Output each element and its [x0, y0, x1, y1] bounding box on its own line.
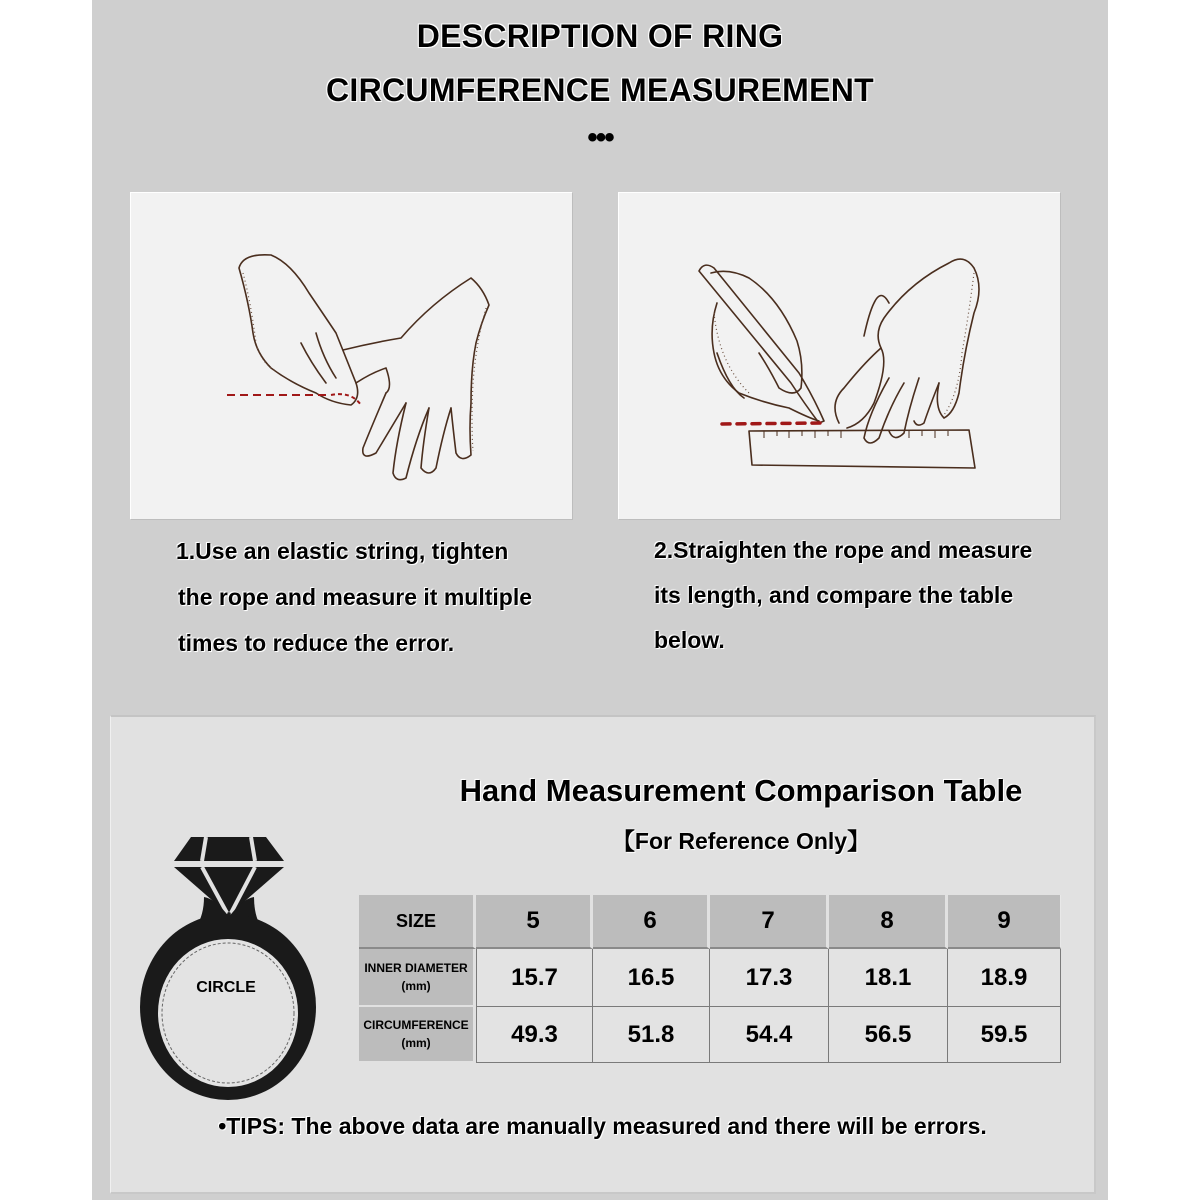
row-label-line2: (mm): [401, 1036, 431, 1050]
size-comparison-table: [359, 895, 1061, 1063]
step2-text: [654, 528, 1032, 663]
row-label-line2: (mm): [401, 979, 431, 993]
comparison-title: Hand Measurement Comparison Table: [459, 773, 1023, 808]
diamond-ring-icon: [136, 835, 316, 1115]
circumference-7: 54.4: [710, 1007, 829, 1063]
size-5: 5: [476, 895, 593, 949]
inner-diameter-9: 18.9: [948, 949, 1061, 1007]
circumference-8: 56.5: [829, 1007, 948, 1063]
size-6: 6: [593, 895, 710, 949]
inner-diameter-7: 17.3: [710, 949, 829, 1007]
inner-diameter-6: 16.5: [593, 949, 710, 1007]
step2-line1: 2.Straighten the rope and measure: [654, 537, 1033, 563]
circle-label: CIRCLE: [196, 979, 256, 996]
step1-line3: times to reduce the error.: [178, 630, 455, 656]
ellipsis-decoration: •••: [587, 121, 613, 154]
step1-line2: the rope and measure it multiple: [178, 584, 533, 610]
table-header-row: [359, 895, 1061, 949]
circumference-9: 59.5: [948, 1007, 1061, 1063]
step1-text: [176, 528, 532, 666]
comparison-subtitle: 【For Reference Only】: [611, 828, 871, 854]
size-8: 8: [829, 895, 948, 949]
table-row: [359, 949, 1061, 1007]
row-label-line1: CIRCUMFERENCE: [363, 1018, 469, 1032]
circumference-5: 49.3: [476, 1007, 593, 1063]
circumference-label: [359, 1007, 476, 1063]
comparison-section: [110, 715, 1096, 1194]
inner-diameter-8: 18.1: [829, 949, 948, 1007]
step1-illustration: [130, 192, 572, 519]
size-header-label: SIZE: [359, 895, 476, 949]
row-label-line1: INNER DIAMETER: [364, 961, 468, 975]
step2-illustration: [618, 192, 1060, 519]
hand-string-sketch-icon: [131, 193, 572, 519]
tips-note: •TIPS: The above data are manually measured and there will be errors.: [218, 1113, 987, 1139]
circumference-6: 51.8: [593, 1007, 710, 1063]
step2-line3: below.: [654, 627, 725, 653]
size-9: 9: [948, 895, 1061, 949]
table-row: [359, 1007, 1061, 1063]
step1-line1: 1.Use an elastic string, tighten: [176, 538, 509, 564]
page-title-line2: CIRCUMFERENCE MEASUREMENT: [326, 72, 874, 108]
hand-ruler-sketch-icon: [619, 193, 1060, 519]
inner-diameter-label: [359, 949, 476, 1007]
step2-line2: its length, and compare the table: [654, 582, 1014, 608]
page-title-line1: DESCRIPTION OF RING: [416, 18, 784, 54]
inner-diameter-5: 15.7: [476, 949, 593, 1007]
size-7: 7: [710, 895, 829, 949]
